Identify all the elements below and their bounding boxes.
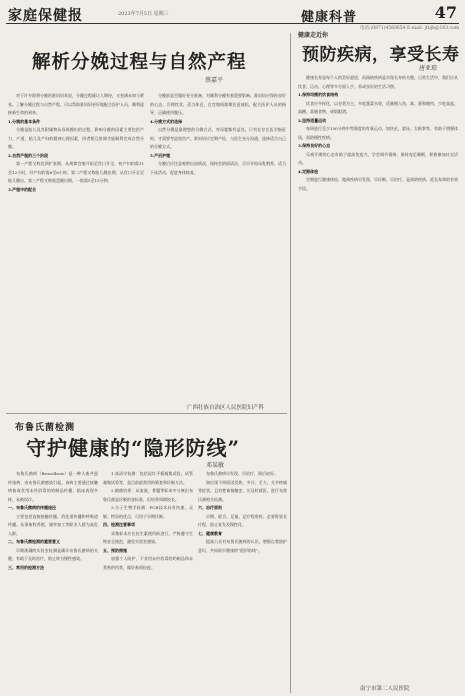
section-title: 健康科普 [301, 10, 358, 25]
paragraph: 布鲁氏菌病早发现、早治疗，预后较好。 [206, 471, 278, 476]
subheading: 5.产后护理 [150, 152, 171, 158]
paragraph: 对于许多即将分娩的准妈妈来说，分娩过程既让人期待，又充满未知与紧张。了解分娩过程与自然产程，可以帮助准妈妈更好地配合医护人员，顺利迎接新生命的到来。 [8, 93, 144, 115]
paragraph: 主要包括直接接触传播、消化道传播和呼吸道传播。从事畜牧养殖、屠宰加工等职业人群为高危人群。 [8, 513, 98, 536]
paragraph: 3.分子生物学检测：PCR技术具有快速、灵敏、特异的优点，可用于早期诊断。 [103, 505, 193, 519]
subheading: 二、布鲁氏菌检测的重要意义 [8, 539, 60, 544]
article1-column-2 [150, 92, 286, 398]
paragraph: 早期准确的实验室检测是确诊布鲁氏菌病的关键，有助于及时治疗，防止转为慢性感染。 [8, 547, 98, 561]
article2-title: 预防疾病，享受长寿 [302, 45, 460, 65]
subheading: 3.产程中的配合 [8, 186, 37, 192]
paragraph: 第一产程又称宫颈扩张期，从规律宫缩开始至宫口开全，初产妇约需11至12小时，经产妇约需6至8小时。第二产程又称胎儿娩出期，从宫口开全至胎儿娩出。第三产程又称胎盘娩出期，一般需5至15分钟。 [8, 161, 144, 183]
paragraph: 乐观开朗的心态有助于提高免疫力。学会调节情绪，保持充足睡眠，积极参加社交活动。 [298, 151, 458, 165]
paragraph: 分娩前是否做好充分准备，对顺利分娩有着重要影响。准妈妈应保持良好的心态，合理饮食，适当休息，在宫缩间歇期注意放松，配合医护人员的指导，正确使用腹压。 [150, 93, 286, 115]
subheading: 2.自然产程的三个阶段 [8, 152, 49, 158]
subheading: 七、健康教育 [198, 530, 222, 536]
paragraph: 布鲁氏菌病（Brucellosis）是一种人畜共患传染病，由布鲁氏菌感染引起。该病主要通过接触病畜或食用未经消毒的奶制品传播，临床表现多样，易被误诊。 [8, 471, 98, 502]
page-number: 47 [434, 3, 457, 22]
article3-column-2 [103, 470, 193, 692]
article-divider [6, 413, 287, 414]
article1-column-1 [8, 92, 144, 398]
article3-column-3 [198, 470, 287, 692]
subheading: 1.分娩的基本条件 [8, 118, 41, 124]
article1-title: 解析分娩过程与自然产程 [32, 52, 247, 73]
article2-author: 唐亚琼 [419, 65, 438, 72]
paragraph: 定期进行健康体检，做到疾病早发现、早诊断、早治疗，是预防疾病、延长寿命的有效手段。 [298, 177, 458, 191]
masthead [6, 3, 459, 24]
subheading: 3.保持良好的心态 [298, 143, 331, 148]
subheading: 2.坚持适量运动 [298, 117, 327, 123]
contact-info: 电话:(0871)4568654 E-mail: jtbjb@163.com [360, 26, 459, 31]
subheading: 4.分娩方式的选择 [150, 118, 183, 124]
contact-line [6, 24, 459, 32]
article2-credit: 南宁市第二人民医院 [360, 686, 410, 692]
paragraph: 如出现不明原因发热、多汗、乏力、关节疼痛等症状，且有牲畜接触史，应及时就医，进行布鲁氏菌相关检测。 [198, 479, 287, 502]
subheading: 4.定期体检 [298, 168, 319, 174]
paragraph: 早期、联合、足量、足疗程用药，必要时延长疗程，防止复发及慢性化。 [198, 513, 287, 527]
subheading: 六、治疗原则 [198, 505, 222, 510]
paragraph: 2.细菌培养：从血液、骨髓等标本中分离出布鲁氏菌是诊断的金标准，但培养周期较长。 [103, 488, 193, 502]
article2-column [298, 74, 458, 680]
paragraph: 采集标本应在抗生素使用前进行，严格遵守生物安全规范，避免实验室感染。 [103, 530, 193, 544]
issue-date: 2023年7月5日 星期三 [118, 11, 169, 17]
paragraph: 健康长寿是每个人的美好愿望，而预防疾病是实现长寿的关键。日常生活中，我们应从饮食、运动、心理等多方面入手，养成良好的生活习惯。 [298, 75, 458, 89]
paragraph: 自然分娩是最理想的分娩方式，对母婴都有益处。只有在存在医学指征时，才需要考虑剖宫产。准妈妈应定期产检，与医生充分沟通，选择适合自己的分娩方式。 [150, 127, 286, 149]
subheading: 五、预防措施 [103, 547, 127, 553]
subheading: 三、常用的检测方法 [8, 564, 44, 570]
paragraph: 加强个人防护，不食用未经消毒的奶制品和未煮熟的肉类，做好畜间检疫。 [103, 556, 193, 570]
paragraph: 分娩后应注意观察出血情况，保持会阴部清洁，尽早开始母乳喂养，适当下床活动，促进身体恢复。 [150, 161, 286, 175]
article3-title: 守护健康的“隐形防线” [26, 436, 241, 460]
paragraph: 提高公众对布鲁氏菌病的认识，增强自我防护意识，共同筑牢健康的“隐形防线”。 [198, 539, 287, 553]
paragraph: 分娩是胎儿及其附属物从母体娩出的过程。影响分娩的因素主要包括产力、产道、胎儿及产妇的精神心理因素，四者相互协调才能顺利完成自然分娩。 [8, 127, 144, 149]
article3-kicker: 布鲁氏菌检测 [15, 423, 76, 433]
article3-column-1 [8, 470, 98, 692]
article1-credit: 广西壮族自治区人民医院妇产科 [187, 405, 265, 411]
article1-author: 蔡嘉平 [205, 77, 224, 84]
paragraph: 每周进行至少150分钟中等强度的有氧运动，如快走、游泳、太极拳等，有助于增强体质，预防慢性疾病。 [298, 126, 458, 140]
paragraph: 1.血清学检测：包括虎红平板凝集试验、试管凝集试验等，是目前最常用的筛查和诊断方法。 [103, 471, 193, 485]
subheading: 四、检测注意事项 [103, 522, 135, 527]
article2-kicker: 健康走近你 [298, 32, 329, 39]
column-divider [290, 33, 291, 693]
subheading: 1.保持均衡的饮食结构 [298, 92, 339, 97]
subheading: 一、布鲁氏菌病的传播途径 [8, 505, 56, 510]
article3-author: 邓某敏 [206, 462, 225, 469]
newspaper-brand: 家庭保健报 [8, 8, 83, 24]
paragraph: 饮食应多样化，以谷类为主，多吃蔬菜水果，适量摄入鱼、禽、蛋和瘦肉，少吃高盐、高糖、高脂食物，戒烟限酒。 [298, 100, 458, 114]
